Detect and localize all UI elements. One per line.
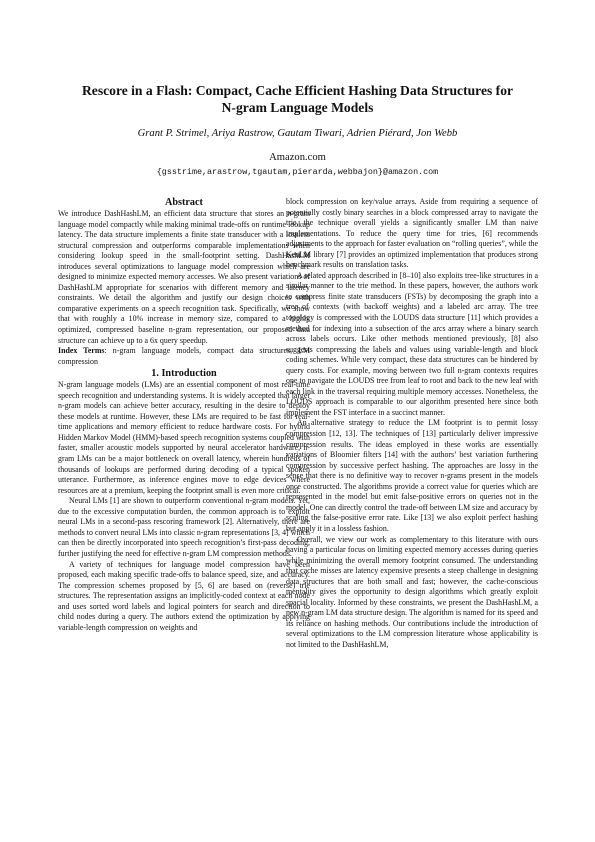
paper-title <box>40 82 555 116</box>
right-paragraph-4: Overall, we view our work as complementary to this literature with ours having a particular focus on limiting expected memory accesses during queries while minimizing the overall memory footprint consumed. The understanding that cache misses are latency expensive presents a steep challenge in designing data structures that are both small and fast; however, the cache-conscious mentality gives the opportunity to design algorithms which greatly exploit spacial locality. Informed by these constraints, we present the DashHashLM, a new n-gram LM data structure design. The algorithm is named for its speed and its reliance on hashing methods. Our contributions include the introduction of several optimizations to the LM compression literature whose applicability is not limited to the DashHashLM, <box>286 534 538 649</box>
abstract-text: We introduce DashHashLM, an efficient data structure that stores an n-gram language model compactly while making minimal trade-offs on runtime lookup latency. The data structure implements a finite state transducer with a lossless structural compression and outperforms comparable implementations when considering lookup speed in the small-footprint setting. DashHashLM introduces several optimizations to language model compression which are designed to minimize expected memory accesses. We also present variations of DashHashLM appropriate for scenarios with different memory and latency constraints. We detail the algorithm and justify our design choices with comparative experiments on a speech recognition task. Specifically, we show that with roughly a 10% increase in memory size, compared to a highly optimized, compressed baseline n-gram representation, our proposed data structure can achieve up to a 6x query speedup. <box>58 209 310 345</box>
author-list: Grant P. Strimel, Ariya Rastrow, Gautam Tiwari, Adrien Piérard, Jon Webb <box>137 128 458 139</box>
index-terms-text: : n-gram language models, compact data structures, LM compression <box>58 346 311 366</box>
intro-paragraph-1: N-gram language models (LMs) are an essential component of most real-time speech recognition and understanding systems. It is widely accepted that larger n-gram models can achieve better accuracy, resulting in the desire to deploy these models at runtime. However, these LMs are required to be fast for real-time applications and memory efficient to reduce hardware costs. For hybrid Hidden Markov Model (HMM)-based speech recognition systems coupled with faster, smaller acoustic models supported by neural accelerator hardware, n-gram LMs can be a major bottleneck on overall latency, wherein hundreds of thousands of lookups are performed during decoding of a typical spoken utterance. Furthermore, as inference engines move to edge devices where resources are at a premium, keeping the footprint small is even more critical. <box>58 380 310 495</box>
left-column <box>58 196 310 633</box>
right-paragraph-1: block compression on key/value arrays. Aside from requiring a sequence of potentially costly binary searches in a block compressed array to navigate the trie, the technique overall yields a significantly smaller LM than naive implementations. To reduce the query time for tries, [6] recommends adjustments to the approach for faster evaluation on “rolling queries”, while the KenLM library [7] provides an optimized implementation that produces strong benchmark results on translation tasks. <box>286 197 538 270</box>
title-line-1: Rescore in a Flash: Compact, Cache Efficient Hashing Data Structures for <box>81 83 514 98</box>
index-terms <box>58 346 310 367</box>
title-line-2: N-gram Language Models <box>221 100 374 115</box>
author-emails: {gsstrime,arastrow,tgautam,pierarda,webbajon}@amazon.com <box>156 167 439 177</box>
index-terms-label: Index Terms <box>58 346 105 356</box>
intro-paragraph-3: A variety of techniques for language model compression have been proposed, each making specific trade-offs to balance speed, size, and accuracy. The compression schemes proposed by [5, 6] are based on (reverse) trie structures. The representation assigns an implicitly-coded context at each node and uses sorted word labels and logical pointers for search and direction to child nodes during a query. The authors extend the optimization by applying variable-length compression on weights and <box>58 559 310 632</box>
right-paragraph-3: An alternative strategy to reduce the LM footprint is to permit lossy compression [12, 13]. The techniques of [13] particularly deliver impressive compression results. The ideas employed in these works are essentially variations of Bloomier filters [14] with the authors’ best variation furthering compression by successive perfect hashing. The approaches are lossy in the sense that there is no definitive way to recover n-grams present in the models once constructed. The algorithms provide a correct value for queries which are represented in the model but emit false-positive errors on queries not in the model. One can directly control the trade-off between LM size and accuracy by scaling the false-positive error rate. Like [13] we also exploit perfect hashing but apply it in a lossless fashion. <box>286 418 538 533</box>
introduction-heading: 1. Introduction <box>151 368 217 380</box>
right-column <box>286 197 538 651</box>
right-paragraph-2: A related approach described in [8–10] also exploits tree-like structures in a similar manner to the trie method. In these papers, however, the authors work to compress finite state transducers (FSTs) by decomposing the graph into a tree of contexts (with backoff weights) and a labeled arc array. The tree topology is compressed with the LOUDS data structure [11] which provides a method for indexing into a subsection of the arcs array where a binary search across labels occurs. Like other methods mentioned previously, [8] also suggests compressing the labels and values using variable-length and block coding schemes. While very compact, these data structures can be hindered by query costs. For example, moving between two full n-gram contexts requires one to navigate the LOUDS tree from leaf to root and back to the new leaf with each link in the traversal requiring multiple memory accesses. Nonetheless, the LOUDS approach is comparable to our algorithm presented here since both implement the FST interface in a succinct manner. <box>286 270 538 417</box>
affiliation: Amazon.com <box>269 152 326 163</box>
abstract-heading: Abstract <box>165 197 203 208</box>
intro-paragraph-2: Neural LMs [1] are shown to outperform conventional n-gram models. Yet, due to the excessive computation burden, the common approach is to exploit neural LMs in a second-pass rescoring framework [2]. Alternatively, there are methods to convert neural LMs into classic n-gram representations [3, 4] which can then be directly incorporated into speech recognition’s first-pass decoding, further justifying the need for effective n-gram LM compression methods. <box>58 496 310 558</box>
